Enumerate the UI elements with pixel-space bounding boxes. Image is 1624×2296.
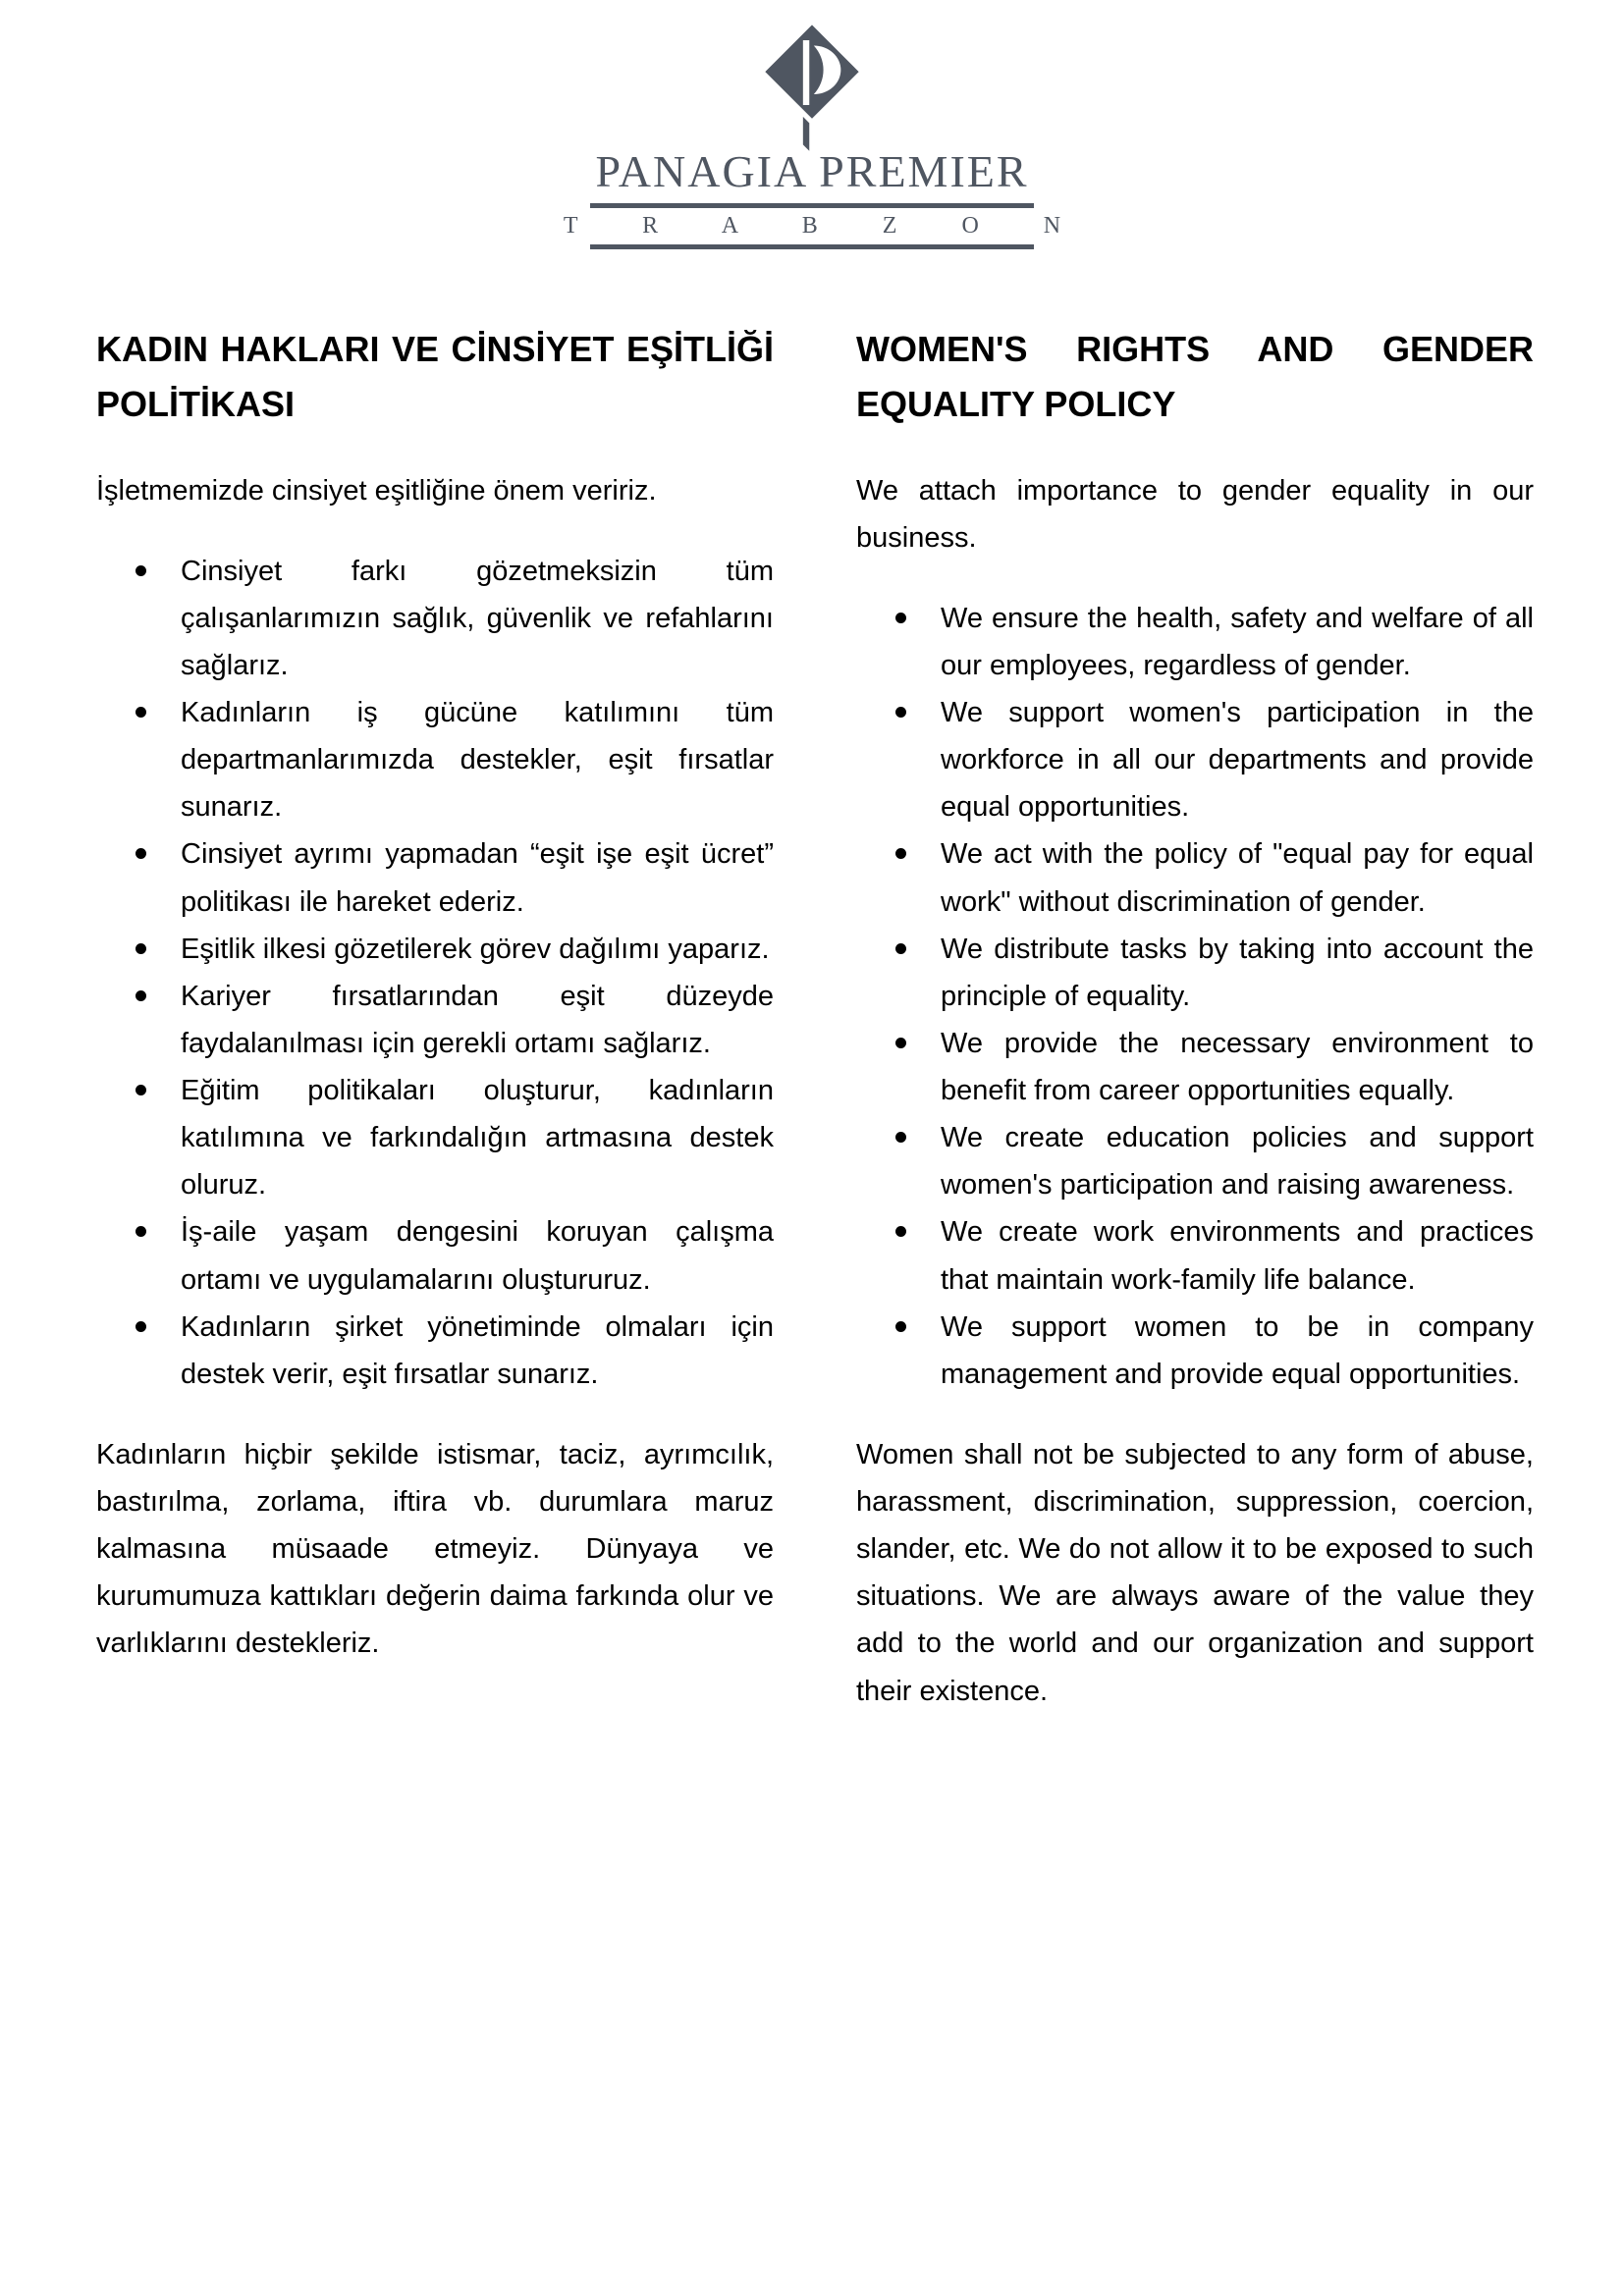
bullet-dot-icon xyxy=(135,707,146,718)
bullet-dot-icon xyxy=(895,707,906,718)
bullet-text: We support women's participation in the workforce in all our departments and provide equal opportunities. xyxy=(941,697,1534,824)
english-bullet-item xyxy=(856,595,1534,689)
turkish-bullet-item xyxy=(96,1208,774,1303)
turkish-policy-column xyxy=(96,322,774,1748)
bullet-text: İş-aile yaşam dengesini koruyan çalışma ortamı ve uygulamalarını oluştururuz. xyxy=(181,1216,774,1296)
english-bullet-item xyxy=(856,926,1534,1020)
bullet-text: Kariyer fırsatlarından eşit düzeyde faydalanılması için gerekli ortamı sağlarız. xyxy=(181,980,774,1059)
turkish-intro-paragraph: İşletmemizde cinsiyet eşitliğine önem veririz. xyxy=(96,474,657,507)
turkish-policy-heading: KADIN HAKLARI VE CİNSİYET EŞİTLİĞİ POLİTİKASI xyxy=(96,329,774,424)
turkish-bullet-item xyxy=(96,830,774,925)
bullet-text: Eşitlik ilkesi gözetilerek görev dağılımı yaparız. xyxy=(181,933,770,965)
bullet-text: Kadınların iş gücüne katılımını tüm departmanlarımızda destekler, eşit fırsatlar sunarız. xyxy=(181,697,774,824)
logo-divider-top xyxy=(590,203,1034,208)
bullet-dot-icon xyxy=(895,613,906,623)
turkish-bullet-item xyxy=(96,926,774,973)
bullet-dot-icon xyxy=(895,1132,906,1143)
bullet-text: We provide the necessary environment to benefit from career opportunities equally. xyxy=(941,1027,1534,1107)
english-bullet-item xyxy=(856,830,1534,925)
logo-diamond-p-icon xyxy=(758,16,866,151)
turkish-bullet-list xyxy=(96,548,774,1398)
bullet-dot-icon xyxy=(895,1226,906,1237)
english-bullet-list xyxy=(856,595,1534,1398)
two-column-policy-text xyxy=(0,322,1624,1748)
english-bullet-item xyxy=(856,689,1534,830)
english-bullet-item xyxy=(856,1208,1534,1303)
english-intro-paragraph: We attach importance to gender equality in our business. xyxy=(856,474,1534,554)
bullet-dot-icon xyxy=(135,990,146,1001)
logo-brand-text: PANAGIA PREMIER xyxy=(595,146,1029,196)
bullet-dot-icon xyxy=(895,1038,906,1048)
bullet-text: We create work environments and practices that maintain work-family life balance. xyxy=(941,1216,1534,1296)
bullet-dot-icon xyxy=(135,1321,146,1332)
bullet-text: We ensure the health, safety and welfare of all our employees, regardless of gender. xyxy=(941,602,1534,681)
turkish-closing-paragraph: Kadınların hiçbir şekilde istismar, taciz, ayrımcılık, bastırılma, zorlama, iftira vb. durumlara maruz kalmasına müsaade etmeyiz. Dünyaya ve kurumumuza kattıkları değerin daima farkında olur ve varlıklarını destekleriz. xyxy=(96,1438,774,1660)
turkish-bullet-item xyxy=(96,973,774,1067)
bullet-dot-icon xyxy=(895,1321,906,1332)
bullet-text: Cinsiyet farkı gözetmeksizin tüm çalışanlarımızın sağlık, güvenlik ve refahlarını sağlarız. xyxy=(181,555,774,681)
bullet-dot-icon xyxy=(895,848,906,859)
bullet-dot-icon xyxy=(135,848,146,859)
bullet-text: We distribute tasks by taking into account the principle of equality. xyxy=(941,933,1534,1012)
english-bullet-item xyxy=(856,1114,1534,1208)
turkish-bullet-item xyxy=(96,1304,774,1398)
english-bullet-item xyxy=(856,1304,1534,1398)
bullet-dot-icon xyxy=(135,943,146,954)
bullet-text: We support women to be in company management and provide equal opportunities. xyxy=(941,1310,1534,1390)
english-policy-heading: WOMEN'S RIGHTS AND GENDER EQUALITY POLICY xyxy=(856,329,1534,424)
bullet-text: Eğitim politikaları oluşturur, kadınların katılımına ve farkındalığın artmasına destek oluruz. xyxy=(181,1075,774,1201)
bullet-text: We act with the policy of "equal pay for equal work" without discrimination of gender. xyxy=(941,838,1534,918)
english-policy-column xyxy=(856,322,1534,1748)
bullet-dot-icon xyxy=(135,1085,146,1095)
hotel-logo xyxy=(0,0,1624,249)
english-bullet-item xyxy=(856,1020,1534,1114)
bullet-dot-icon xyxy=(135,565,146,576)
turkish-bullet-item xyxy=(96,548,774,689)
turkish-bullet-item xyxy=(96,1067,774,1208)
turkish-bullet-item xyxy=(96,689,774,830)
bullet-dot-icon xyxy=(135,1226,146,1237)
bullet-text: Kadınların şirket yönetiminde olmaları için destek verir, eşit fırsatlar sunarız. xyxy=(181,1310,774,1390)
logo-divider-bottom xyxy=(590,244,1034,249)
bullet-text: We create education policies and support women's participation and raising awareness. xyxy=(941,1122,1534,1201)
english-closing-paragraph: Women shall not be subjected to any form of abuse, harassment, discrimination, suppression, coercion, slander, etc. We do not allow it to be exposed to such situations. We are always aware of the value they add to the world and our organization and support their existence. xyxy=(856,1438,1534,1707)
logo-city-text: T R A B Z O N xyxy=(563,213,1091,239)
bullet-dot-icon xyxy=(895,943,906,954)
bullet-text: Cinsiyet ayrımı yapmadan “eşit işe eşit ücret” politikası ile hareket ederiz. xyxy=(181,838,774,918)
